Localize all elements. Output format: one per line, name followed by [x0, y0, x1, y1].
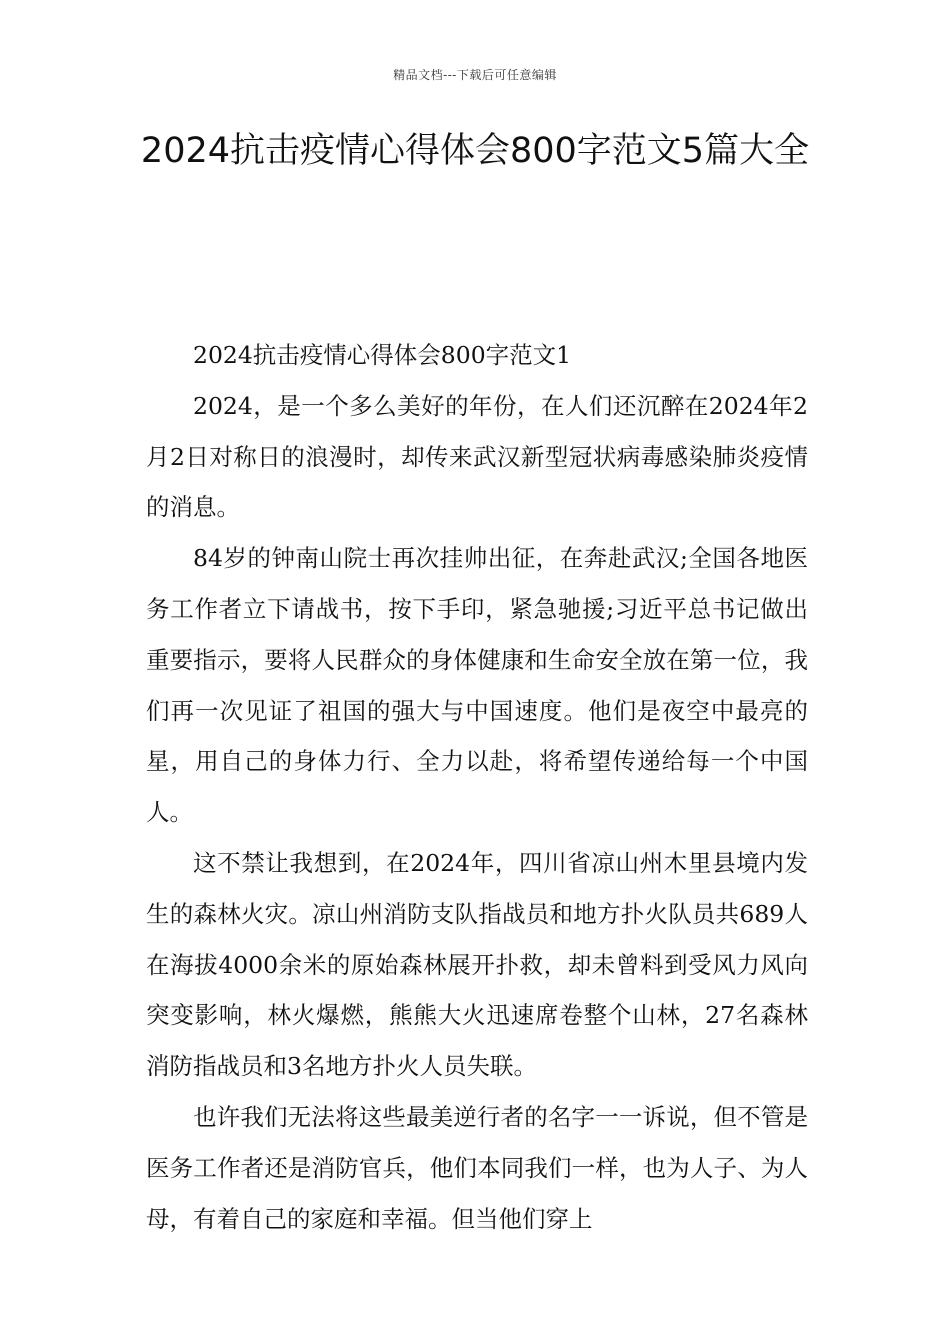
paragraph: 84岁的钟南山院士再次挂帅出征，在奔赴武汉;全国各地医务工作者立下请战书，按下手印，紧急驰援;习近平总书记做出重要指示，要将人民群众的身体健康和生命安全放在第一位，我们再一次见证了祖国的强大与中国速度。他们是夜空中最亮的星，用自己的身体力行、全力以赴，将希望传递给每一个中国人。	[146, 544, 808, 827]
paragraph: 这不禁让我想到，在2024年，四川省凉山州木里县境内发生的森林火灾。凉山州消防支队指战员和地方扑火队员共689人在海拔4000余米的原始森林展开扑救，却未曾料到受风力风向突变影响，林火爆燃，熊熊大火迅速席卷整个山林，27名森林消防指战员和3名地方扑火人员失联。	[146, 848, 808, 1081]
paragraph: 2024，是一个多么美好的年份，在人们还沉醉在2024年2月2日对称日的浪漫时，却传来武汉新型冠状病毒感染肺炎疫情的消息。	[146, 391, 808, 522]
document-title: 2024抗击疫情心得体会800字范文5篇大全	[140, 131, 810, 171]
document-body	[146, 330, 808, 1244]
header-note: 精品文档---下载后可任意编辑	[393, 68, 557, 82]
section-heading: 2024抗击疫情心得体会800字范文1	[193, 341, 572, 369]
paragraph: 也许我们无法将这些最美逆行者的名字一一诉说，但不管是医务工作者还是消防官兵，他们本同我们一样，也为人子、为人母，有着自己的家庭和幸福。但当他们穿上	[146, 1102, 808, 1233]
